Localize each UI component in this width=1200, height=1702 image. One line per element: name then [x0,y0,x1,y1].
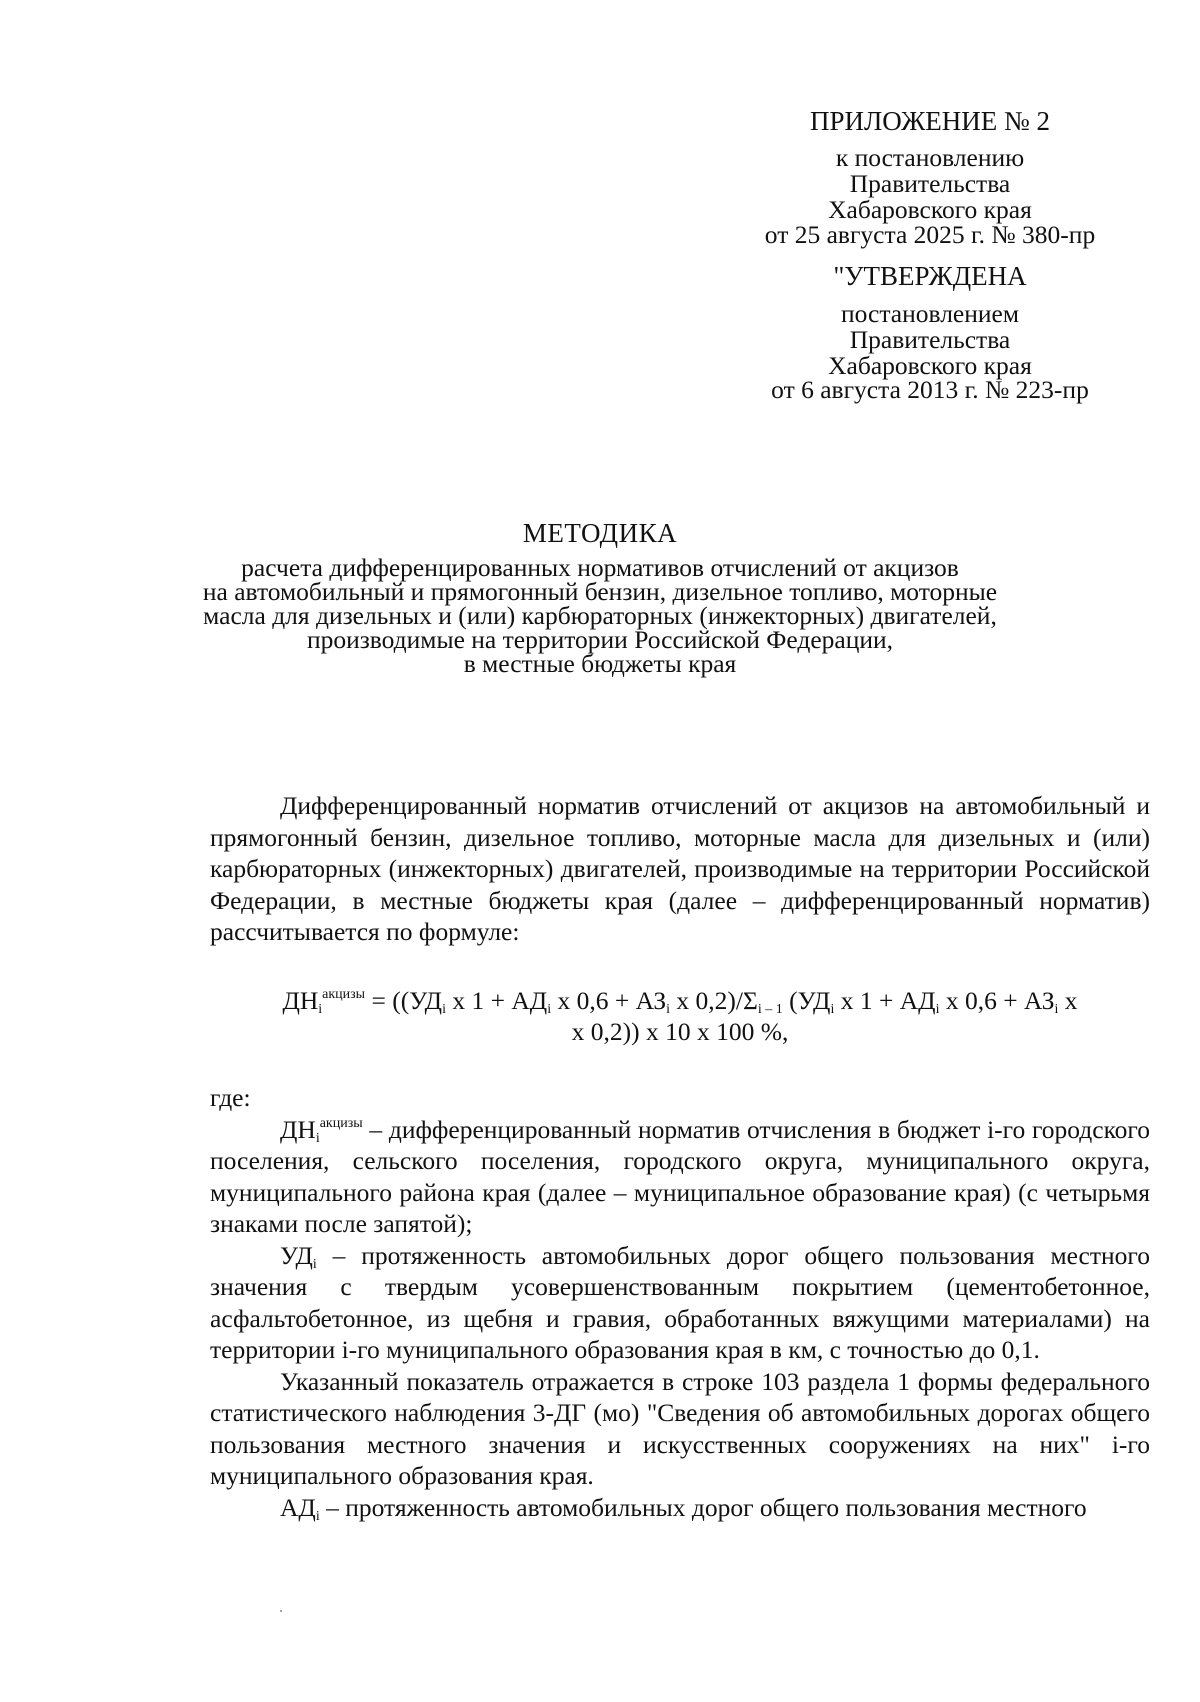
formula-sum: x 0,2)/Σ [670,986,758,1015]
formula-sub-i: i [935,1002,940,1017]
def-ud-sub: i [312,1256,317,1272]
formula-sum-sub: i – 1 [757,1002,783,1017]
formula-sub-i: i [442,1002,446,1017]
title-line-4: производимые на территории Российской Федерации, [306,625,894,654]
title-line-3: масла для дизельных и (или) карбюраторных (инжекторных) двигателей, [203,601,997,630]
approved-date-number: от 6 августа 2013 г. № 223-пр [771,375,1089,404]
formula-sub-i: i [318,1002,323,1017]
approved-date [720,377,1140,403]
formula-x-end: x [1058,986,1078,1015]
def-ad-text: – протяженность автомобильных дорог общего пользования местного [319,1492,1087,1522]
title-line-1: расчета дифференцированных нормативов отчислений от акцизов [241,553,959,582]
formula-line-1 [200,985,1160,1016]
definition-ad [210,1492,1150,1524]
def-ud-label: УД [280,1240,313,1270]
approved-government: Правительства [849,325,1011,354]
where-label: где: [210,1083,251,1112]
definition-ud [210,1240,1150,1366]
title-line-5: в местные бюджеты края [463,649,737,678]
appendix-resolution-block [720,145,1140,223]
approved-region: Хабаровского края [828,351,1032,380]
formula-sup-akcizy: акцизы [322,987,366,1002]
appendix-date [720,222,1140,248]
formula-sum-open: (УД [782,986,831,1015]
def-dn-sup: акцизы [319,1115,363,1131]
definitions-block [210,1082,1150,1523]
formula-sub-i: i [830,1002,835,1017]
approved-label: "УТВЕРЖДЕНА [833,261,1027,291]
def-dn-text: – дифференцированный норматив отчисления в бюджет i-го городского поселения, сельского поселения, городского округа, муниципального округа, муниципального района края (далее – муниципальное образование края) (с четырьмя знаками после запятой); [210,1114,1150,1238]
to-resolution: к постановлению [835,143,1025,172]
title-heading: МЕТОДИКА [522,518,678,548]
formula [200,985,1160,1047]
region: Хабаровского края [828,195,1032,224]
scan-speck [280,1610,282,1612]
indicator-paragraph: Указанный показатель отражается в строке 103 раздела 1 формы федерального статистического наблюдения 3-ДГ (мо) "Сведения об автомобильных дорогах общего пользования местного значения и искусственных сооружениях на них" i-го муниципального образования края. [210,1366,1150,1490]
def-dn-label: ДН [280,1114,316,1144]
appendix-date-number: от 25 августа 2025 г. № 380-пр [764,220,1096,249]
formula-x06-az-2: x 0,6 + АЗ [939,986,1055,1015]
appendix-header [720,108,1140,134]
appendix-number: ПРИЛОЖЕНИЕ № 2 [809,106,1051,136]
formula-sub-i: i [547,1002,552,1017]
definition-dn [210,1114,1150,1240]
def-ad-sub: i [315,1508,320,1524]
formula-line-2: x 0,2)) x 10 x 100 %, [571,1017,789,1046]
formula-x1-ad-2: x 1 + АД [834,986,936,1015]
def-ad-label: АД [280,1492,316,1522]
def-dn-sub: i [315,1130,320,1146]
by-resolution: постановлением [840,299,1019,328]
formula-sub-i: i [1054,1002,1059,1017]
def-ud-text: – протяженность автомобильных дорог общего пользования местного значения с твердым усовершенствованным покрытием (цементобетонное, асфальтобетонное, из щебня и гравия, обработанных вяжущими материалами) на территории i-го муниципального образования края в км, с точностью до 0,1. [210,1240,1150,1364]
formula-x06-az: x 0,6 + АЗ [551,986,667,1015]
approved-block [720,263,1140,289]
title-line-2: на автомобильный и прямогонный бензин, дизельное топливо, моторные [202,577,998,606]
formula-dn: ДН [282,986,319,1015]
document-title [180,518,1020,676]
intro-paragraph-block [210,790,1150,948]
approved-resolution-block [720,301,1140,379]
formula-x1-ad: x 1 + АД [445,986,548,1015]
government: Правительства [849,169,1011,198]
formula-sub-i: i [666,1002,671,1017]
formula-eq-open: = ((УД [365,986,443,1015]
intro-paragraph: Дифференцированный норматив отчислений от акцизов на автомобильный и прямогонный бензин, дизельное топливо, моторные масла для дизельных и (или) карбюраторных (инжекторных) двигателей, производимые на территории Российской Федерации, в местные бюджеты края (далее – дифференцированный норматив) рассчитывается по формуле: [210,791,1150,946]
